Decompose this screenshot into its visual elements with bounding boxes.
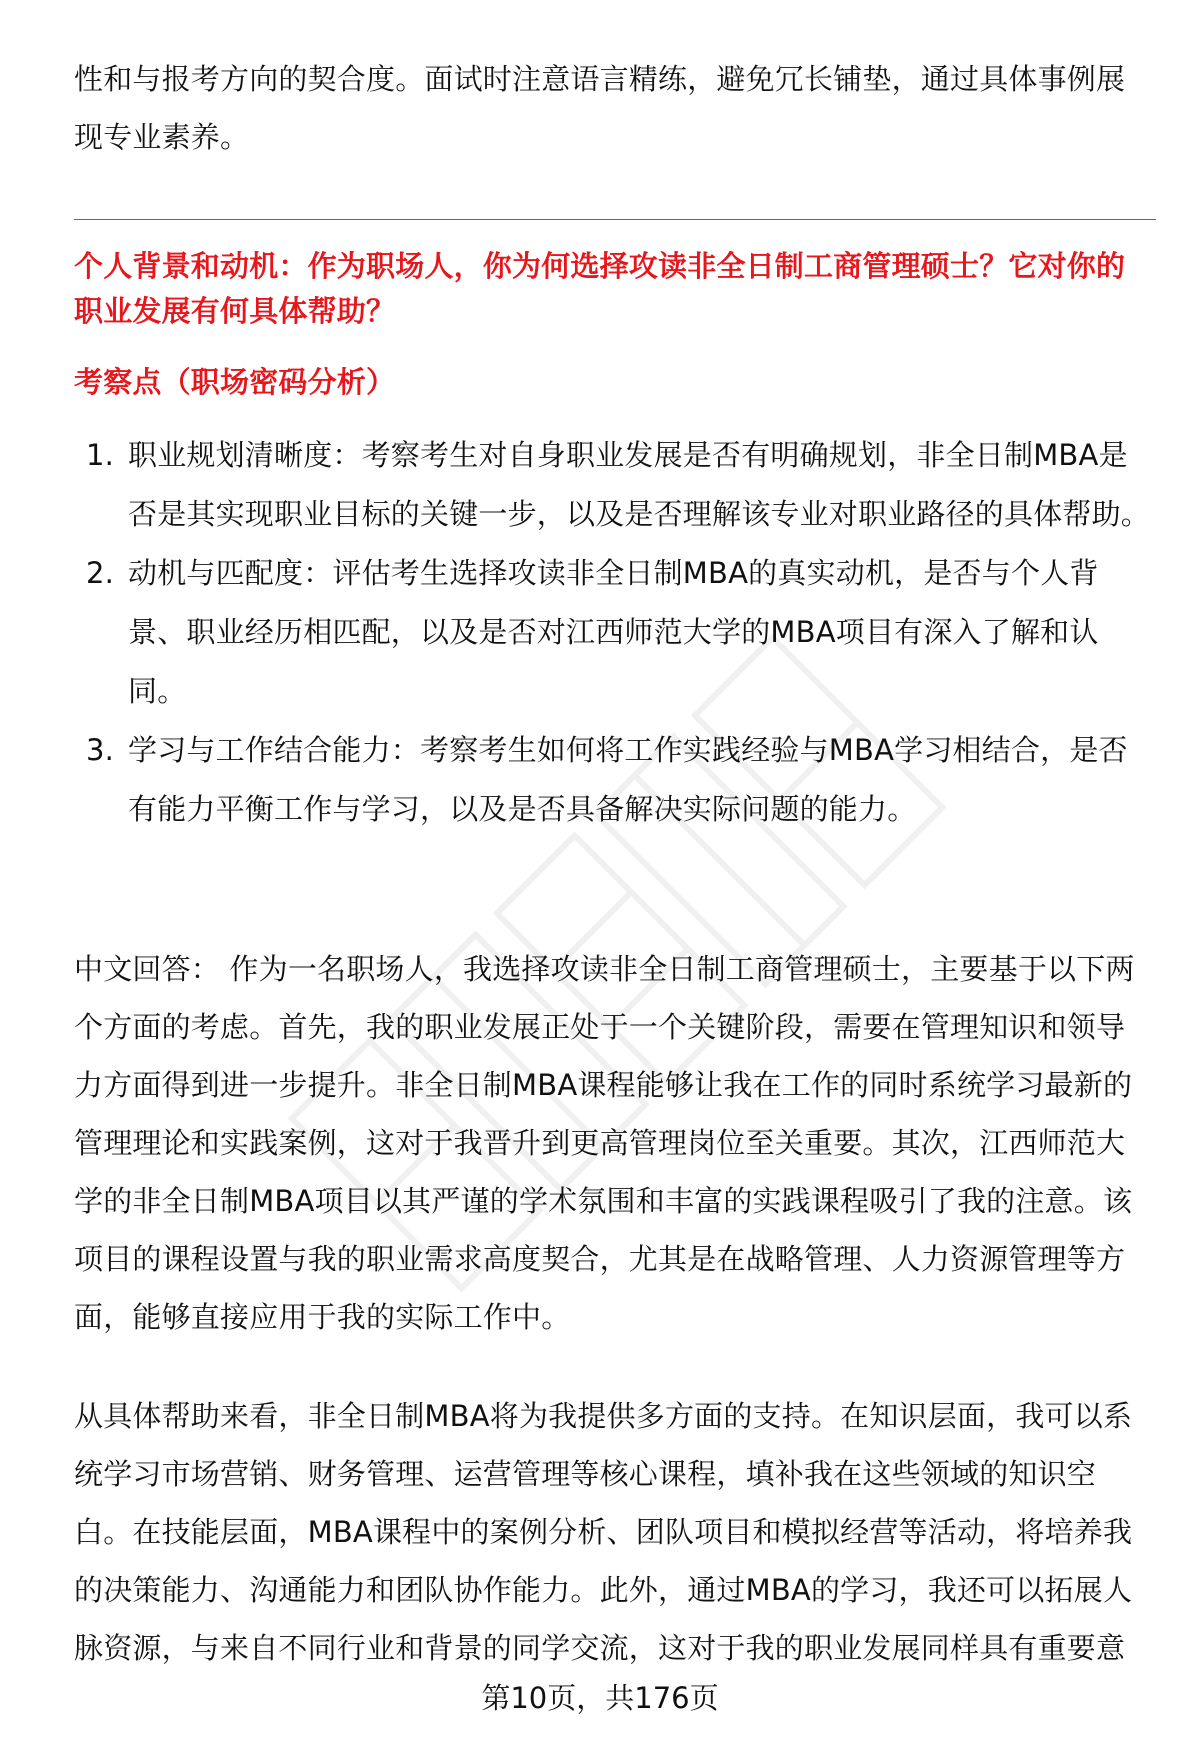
list-item-text: 学习与工作结合能力：考察考生如何将工作实践经验与MBA学习相结合，是否有能力平衡工作与学习，以及是否具备解决实际问题的能力。 [128, 733, 1128, 826]
answer-paragraph-2: 从具体帮助来看，非全日制MBA将为我提供多方面的支持。在知识层面，我可以系统学习市场营销、财务管理、运营管理等核心课程，填补我在这些领域的知识空白。在技能层面，MBA课程中的案例分析、团队项目和模拟经营等活动，将培养我的决策能力、沟通能力和团队协作能力。此外，通过MBA的学习，我还可以拓展人脉资源，与来自不同行业和背景的同学交流，这对于我的职业发展同样具有重要意 [74, 1399, 1133, 1665]
list-item [74, 721, 1154, 839]
list-item-text: 职业规划清晰度：考察考生对自身职业发展是否有明确规划，非全日制MBA是否是其实现职业目标的关键一步，以及是否理解该专业对职业路径的具体帮助。 [128, 438, 1151, 531]
answer-paragraph-1: 中文回答： 作为一名职场人，我选择攻读非全日制工商管理硕士，主要基于以下两个方面的考虑。首先，我的职业发展正处于一个关键阶段，需要在管理知识和领导力方面得到进一步提升。非全日制MBA课程能够让我在工作的同时系统学习最新的管理理论和实践案例，这对于我晋升到更高管理岗位至关重要。其次，江西师范大学的非全日制MBA项目以其严谨的学术氛围和丰富的实践课程吸引了我的注意。该项目的课程设置与我的职业需求高度契合，尤其是在战略管理、人力资源管理等方面，能够直接应用于我的实际工作中。 [74, 952, 1135, 1334]
section-divider [74, 219, 1156, 220]
list-item-text: 动机与匹配度：评估考生选择攻读非全日制MBA的真实动机，是否与个人背景、职业经历相匹配，以及是否对江西师范大学的MBA项目有深入了解和认同。 [128, 556, 1099, 708]
assessment-points-title: 考察点（职场密码分析） [74, 365, 396, 399]
list-item-number: 2. [86, 556, 115, 590]
list-item-number: 1. [86, 438, 115, 472]
page-number-footer: 第10页，共176页 [481, 1681, 719, 1715]
list-item [74, 544, 1154, 721]
continued-paragraph: 性和与报考方向的契合度。面试时注意语言精练，避免冗长铺垫，通过具体事例展现专业素养。 [74, 62, 1126, 154]
interview-question-heading: 个人背景和动机：作为职场人，你为何选择攻读非全日制工商管理硕士？它对你的职业发展有何具体帮助？ [74, 249, 1126, 328]
list-item-number: 3. [86, 733, 115, 767]
list-item [74, 426, 1154, 544]
assessment-points-list [74, 426, 1154, 839]
